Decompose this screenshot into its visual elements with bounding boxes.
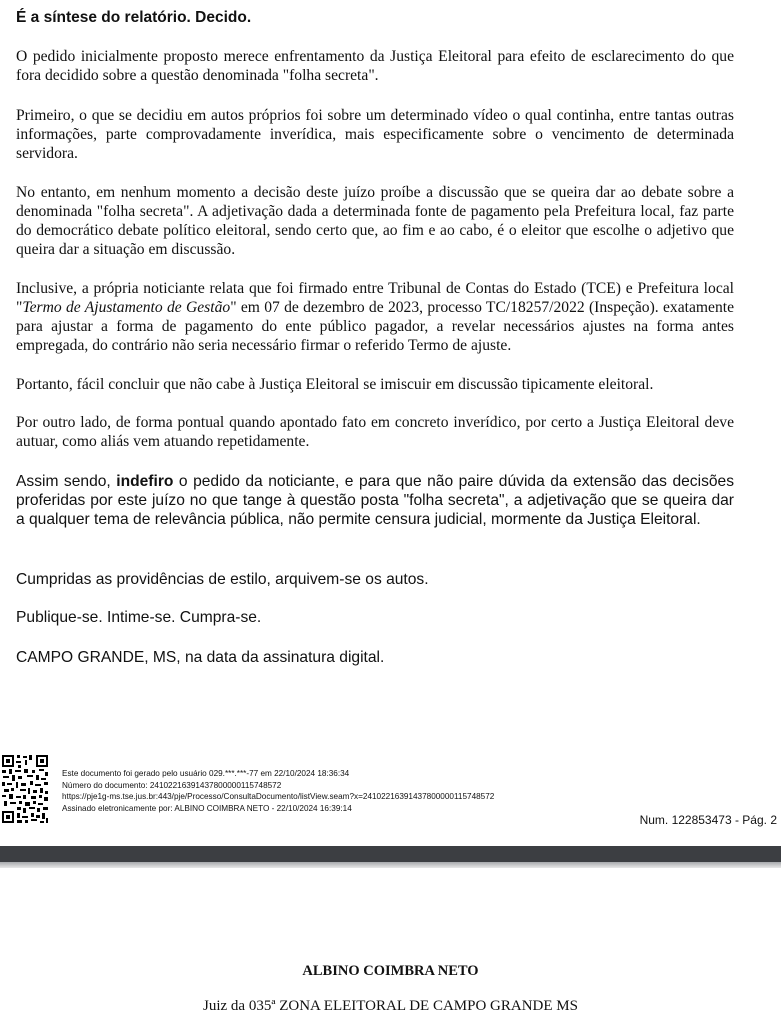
paragraph-4-start: Inclusive, a própria noticiante relata que foi firmado entre Tribunal de Contas do Estado (TCE) e Prefeitura local " bbox=[16, 280, 734, 316]
document-footer bbox=[62, 768, 494, 814]
paragraph-4-end: " em 07 de dezembro de 2023, processo TC/18257/2022 (Inspeção). exatamente para ajustar a forma de pagamento do ente público pagador, a revelar necessários ajustes na forma antes empregada, do contrário não seria necessário firmar o referido Termo de ajuste. bbox=[16, 299, 734, 354]
decision-verb: indefiro bbox=[116, 473, 174, 490]
qr-code-icon bbox=[1, 754, 49, 824]
signature-name: ALBINO COIMBRA NETO bbox=[302, 963, 479, 979]
footer-signed: Assinado eletronicamente por: ALBINO COIMBRA NETO - 22/10/2024 16:39:14 bbox=[62, 803, 352, 813]
decision-start: Assim sendo, bbox=[16, 473, 117, 490]
paragraph-3: No entanto, em nenhum momento a decisão deste juízo proíbe a discussão que se queira dar ao debate sobre a denominada "folha secreta". A adjetivação dada a determinada fonte de pagamento pela Prefeitura local, faz parte do democrático debate político eleitoral, sendo certo que, ao fim e ao cabo, é o eleitor que escolhe o adjetivo que queira dar a situação em discussão. bbox=[16, 184, 734, 258]
decision-end: o pedido da noticiante, e para que não paire dúvida da extensão das decisões proferidas por este juízo no que tange à questão posta "folha secreta", a adjetivação que se queira dar a qualquer tema de relevância pública, não permite censura judicial, mormente da Justiça Eleitoral. bbox=[16, 473, 735, 528]
paragraph-6: Por outro lado, de forma pontual quando apontado fato em concreto inverídico, por certo a Justiça Eleitoral deve autuar, como aliás vem atuando repetidamente. bbox=[16, 414, 734, 450]
footer-generated: Este documento foi gerado pelo usuário 029.***.***-77 em 22/10/2024 18:36:34 bbox=[62, 769, 350, 778]
closing-line-3: CAMPO GRANDE, MS, na data da assinatura digital. bbox=[16, 649, 385, 666]
term-title: Termo de Ajustamento de Gestão bbox=[22, 299, 231, 316]
closing-line-1: Cumpridas as providências de estilo, arquivem-se os autos. bbox=[16, 571, 429, 588]
page-separator bbox=[0, 846, 781, 862]
closing-line-2: Publique-se. Intime-se. Cumpra-se. bbox=[16, 609, 262, 626]
decision-paragraph bbox=[16, 472, 734, 529]
section-heading: É a síntese do relatório. Decido. bbox=[16, 9, 252, 26]
paragraph-4 bbox=[16, 279, 734, 355]
paragraph-2: Primeiro, o que se decidiu em autos próprios foi sobre um determinado vídeo o qual continha, entre tantas outras informações, parte comprovadamente inverídica, mais especificamente sobre o vencimento de determinada servidora. bbox=[16, 107, 734, 162]
paragraph-5: Portanto, fácil concluir que não cabe à Justiça Eleitoral se imiscuir em discussão tipicamente eleitoral. bbox=[16, 376, 654, 393]
footer-url: https://pje1g-ms.tse.jus.br:443/pje/Processo/ConsultaDocumento/listView.seam?x=24102216391437800000115748572 bbox=[62, 792, 495, 801]
signature-role: Juiz da 035ª ZONA ELEITORAL DE CAMPO GRANDE MS bbox=[203, 998, 578, 1014]
paragraph-1: O pedido inicialmente proposto merece enfrentamento da Justiça Eleitoral para efeito de esclarecimento do que fora decidido sobre a questão denominada "folha secreta". bbox=[16, 48, 734, 84]
page-number: Num. 122853473 - Pág. 2 bbox=[639, 813, 777, 827]
footer-doc-number: Número do documento: 24102216391437800000115748572 bbox=[62, 780, 282, 790]
